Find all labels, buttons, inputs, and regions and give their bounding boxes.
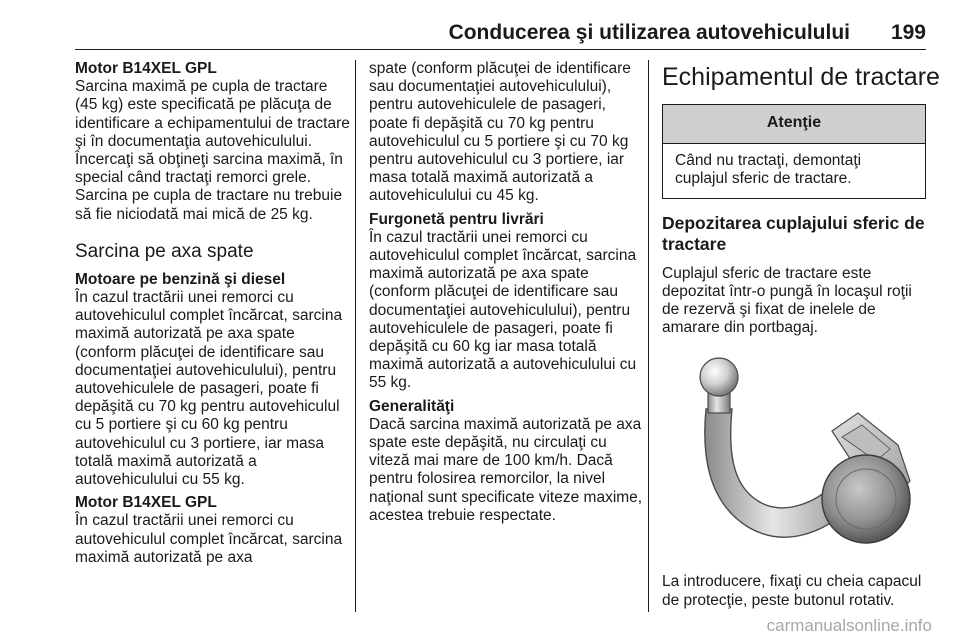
paragraph-lpg-start: În cazul tractării unei remorci cu autovehiculul complet încărcat, sarcina maximă autorizată pe axa [75,512,343,566]
subheading-petrol-diesel: Motoare pe benzină şi diesel [75,270,286,288]
column-divider-2 [648,60,649,612]
page-header-title: Conducerea şi utilizarea autovehiculului [448,21,850,44]
warning-text: Când nu tractaţi, demontaţi cuplajul sferic de tractare. [675,152,862,188]
paragraph-delivery-van: În cazul tractării unei remorci cu autovehiculul complet încărcat, sarcina maximă autorizată pe axa spate (conform plăcuţei de identificare sau documentaţiei autovehiculului), pentru autovehiculele de pasageri, poate fi depăşită cu 60 kg iar masa totală maximă autorizată a autovehiculului cu 55 kg. [369,228,637,392]
paragraph-storage: Cuplajul sferic de tractare este depozitat într-o pungă în locaşul roţii de rezervă şi fixat de inelele de amarare din portbagaj. [662,264,912,337]
column-1 [75,60,350,572]
watermark: carmanualsonline.info [766,616,932,635]
tow-ball-svg [662,351,928,561]
column-2 [369,60,644,530]
subheading-engine-lpg-2: Motor B14XEL GPL [75,494,217,512]
section-heading-rear-axle-load: Sarcina pe axa spate [75,240,254,262]
paragraph-petrol-diesel: În cazul tractării unei remorci cu autovehiculul complet încărcat, sarcina maximă autorizată pe axa spate (conform plăcuţei de identificare sau documentaţiei autovehiculului), pentru autovehiculele de pasageri, poate fi depăşită cu 70 kg pentru autovehiculul cu 5 portiere şi cu 60 kg pentru autovehiculul cu 3 portiere, iar masa totală maximă autorizată a autovehiculului cu 55 kg. [75,289,343,489]
paragraph-general: Dacă sarcina maximă autorizată pe axa spate este depăşită, nu circulaţi cu viteză mai mare de 100 km/h. Dacă pentru folosirea remorcilor, la nivel naţional sunt specificate viteze maxime, acestea trebuie respectate. [369,415,643,524]
warning-box [662,104,926,199]
subheading-engine-lpg: Motor B14XEL GPL [75,60,217,77]
subheading-general: Generalităţi [369,397,455,415]
subheading-ball-coupling-storage: Depozitarea cuplajului sferic de tractare [662,212,925,254]
tow-ball-illustration [662,351,928,561]
paragraph-max-load: Sarcina maximă pe cupla de tractare (45 kg) este specificată pe plăcuţa de identificare a echipamentului de tractare şi în documentaţia autovehiculului. Încercaţi să obţineţi sarcina maximă, în special când tractaţi remorci grele. Sarcina pe cupla de tractare nu trebuie să fie niciodată mai mică de 25 kg. [75,78,350,223]
subheading-delivery-van: Furgonetă pentru livrări [369,210,544,228]
paragraph-lpg-continued: spate (conform plăcuţei de identificare sau documentaţiei autovehiculului), pentru autovehiculele de pasageri, poate fi depăşită cu 70 kg pentru autovehiculul cu 5 portiere şi cu 70 kg pentru autovehiculul cu 3 portiere, iar masa totală maximă autorizată a autovehiculului cu 45 kg. [369,60,631,205]
paragraph-protective-cap: La introducere, fixaţi cu cheia capacul de protecţie, peste butonul rotativ. [662,573,922,609]
header-divider [75,49,926,50]
section-heading-towing-equipment: Echipamentul de tractare [662,63,940,91]
page-number: 199 [890,21,926,44]
column-divider-1 [355,60,356,612]
column-3 [662,60,940,615]
warning-title: Atenţie [663,105,925,144]
